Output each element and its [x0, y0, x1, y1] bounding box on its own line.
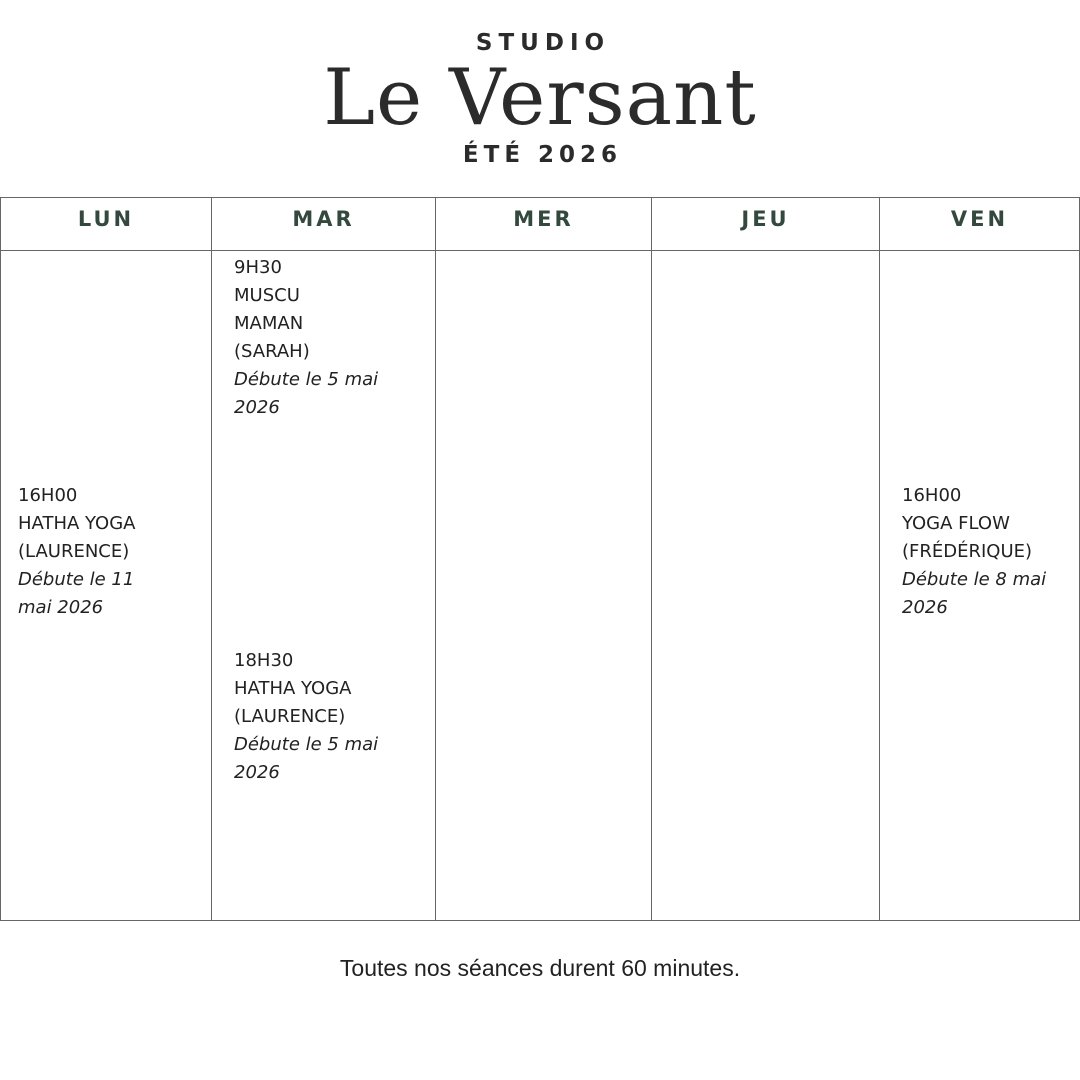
- day-heading-ven: VEN: [880, 198, 1079, 251]
- session-teacher: (SARAH): [234, 341, 310, 362]
- session-name: MUSCU: [234, 285, 300, 306]
- day-heading-mer: MER: [436, 198, 651, 251]
- session-teacher: (LAURENCE): [18, 541, 130, 562]
- session-start-note: Débute le 5 mai: [234, 734, 379, 755]
- day-column-lun: [1, 198, 212, 920]
- day-heading-jeu: JEU: [652, 198, 879, 251]
- session-time: 18H30: [234, 650, 294, 671]
- studio-kicker: STUDIO: [475, 30, 611, 56]
- day-column-ven: [880, 198, 1079, 920]
- day-column-mer: [436, 198, 652, 920]
- season-label: ÉTÉ 2026: [462, 142, 623, 168]
- session-start-note: Débute le 11: [18, 569, 135, 590]
- session-time: 9H30: [234, 257, 282, 278]
- session-start-note-year: 2026: [902, 597, 948, 618]
- session-start-note: Débute le 5 mai: [234, 369, 379, 390]
- day-heading-lun: LUN: [1, 198, 211, 251]
- studio-title: Le Versant: [323, 53, 757, 143]
- session-teacher: (FRÉDÉRIQUE): [902, 541, 1033, 562]
- session-time: 16H00: [902, 485, 962, 506]
- session-name: HATHA YOGA: [234, 678, 352, 699]
- session-ven-yoga-flow: [902, 482, 1072, 622]
- session-time: 16H00: [18, 485, 78, 506]
- session-start-note-year: mai 2026: [18, 597, 104, 618]
- day-column-mar: [212, 198, 436, 920]
- session-name: YOGA FLOW: [902, 513, 1010, 534]
- weekly-schedule-table: [0, 197, 1080, 921]
- session-duration-note: Toutes nos séances durent 60 minutes.: [339, 955, 741, 981]
- session-mar-hatha-yoga: [234, 647, 394, 787]
- session-start-note: Débute le 8 mai: [902, 569, 1047, 590]
- session-start-note-year: 2026: [234, 762, 280, 783]
- session-name-continued: MAMAN: [234, 313, 304, 334]
- session-name: HATHA YOGA: [18, 513, 136, 534]
- day-column-jeu: [652, 198, 880, 920]
- session-teacher: (LAURENCE): [234, 706, 346, 727]
- session-lun-hatha-yoga: [18, 482, 168, 622]
- session-start-note-year: 2026: [234, 397, 280, 418]
- day-heading-mar: MAR: [212, 198, 435, 251]
- session-mar-muscu-maman: [234, 254, 394, 422]
